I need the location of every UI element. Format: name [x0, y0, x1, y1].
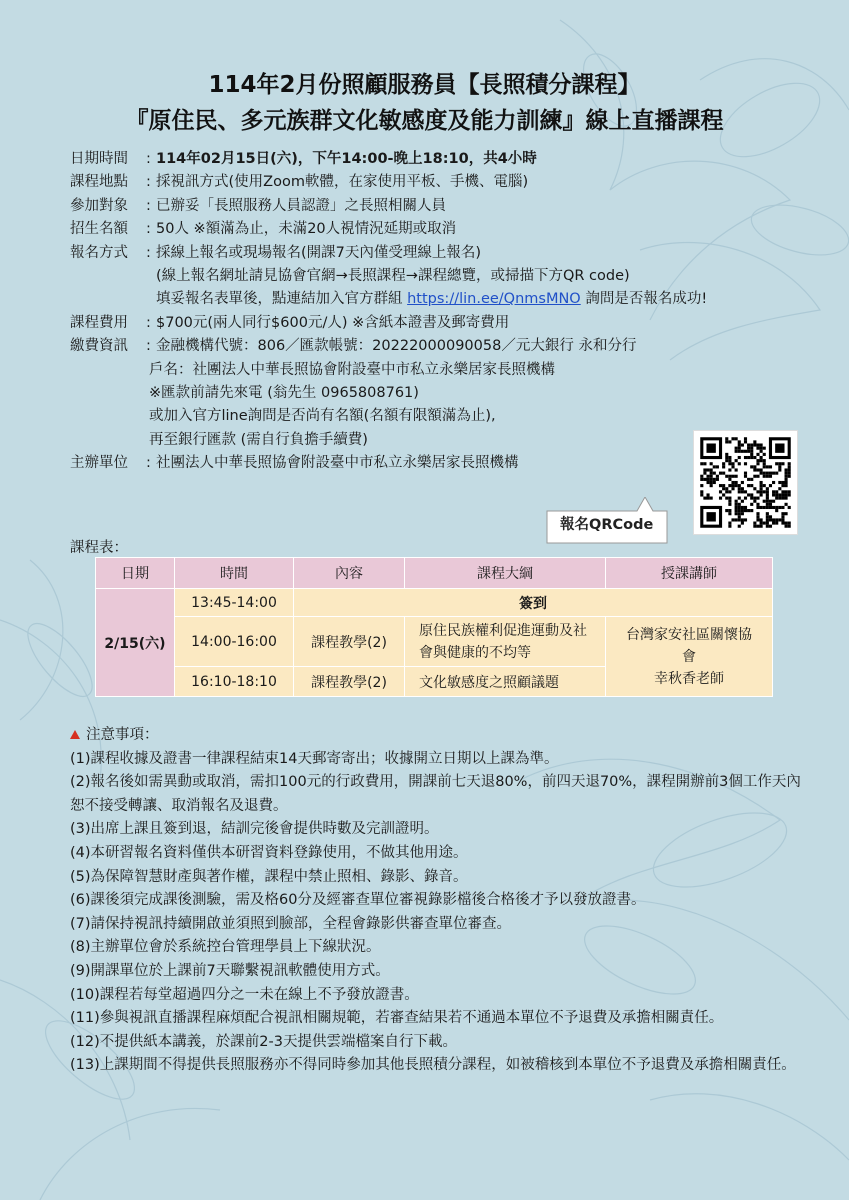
line-group-link[interactable]: https://lin.ee/QnmsMNO: [407, 291, 581, 308]
info-signup: 報名方式 : 採線上報名或現場報名(開課7天內僅受理線上報名): [70, 244, 482, 261]
header-time: 時間: [175, 558, 294, 589]
page-title: 114年2月份照顧服務員【長照積分課程】: [208, 72, 641, 98]
qr-code-icon[interactable]: [693, 430, 798, 535]
note-item: (7)請保持視訊持續開啟並須照到臉部，全程會錄影供審查單位審查。: [70, 915, 512, 932]
info-fee: 課程費用 : $700元(兩人同行$600元/人) ※含紙本證書及郵寄費用: [70, 314, 510, 331]
table-row: [96, 617, 773, 667]
payment-line4: 或加入官方line詢問是否尚有名額(名額有限額滿為止),: [149, 408, 496, 425]
cell-outline: 文化敏感度之照顧議題: [405, 667, 606, 697]
cell-time: 13:45-14:00: [175, 589, 294, 617]
cell-time: 16:10-18:10: [175, 667, 294, 697]
signup-line3: 填妥報名表單後，點連結加入官方群組 https://lin.ee/QnmsMNO 詢問是否報名成功!: [156, 291, 708, 308]
note-item: (12)不提供紙本講義，於課前2-3天提供雲端檔案自行下載。: [70, 1033, 457, 1050]
payment-line2: 戶名：社團法人中華長照協會附設臺中市私立永樂居家長照機構: [149, 361, 555, 378]
cell-checkin: 簽到: [294, 589, 773, 617]
info-audience: 參加對象 : 已辦妥「長照服務人員認證」之長照相關人員: [70, 197, 446, 214]
note-item: (9)開課單位於上課前7天聯繫視訊軟體使用方式。: [70, 962, 390, 979]
table-row: [96, 589, 773, 617]
info-date: 日期時間 : 114年02月15日(六)，下午14:00-晚上18:10，共4小時: [70, 151, 537, 167]
header-lecturer: 授課講師: [606, 558, 773, 589]
note-item: (4)本研習報名資料僅供本研習資料登錄使用，不做其他用途。: [70, 844, 468, 861]
course-info: [70, 148, 810, 475]
cell-outline: 原住民族權利促進運動及社會與健康的不均等: [405, 617, 606, 667]
signup-line2: (線上報名網址請見協會官網→長照課程→課程總覽，或掃描下方QR code): [156, 267, 630, 284]
header-outline: 課程大綱: [405, 558, 606, 589]
note-item: (10)課程若每堂超過四分之一未在線上不予發放證書。: [70, 986, 419, 1003]
qr-label: 報名QRCode: [560, 517, 654, 533]
header-content: 內容: [294, 558, 405, 589]
date-value: 114年02月15日(六)，下午14:00-晚上18:10，共4小時: [156, 151, 537, 167]
info-organizer: 主辦單位 : 社團法人中華長照協會附設臺中市私立永樂居家長照機構: [70, 455, 519, 472]
note-item: (2)報名後如需異動或取消，需扣100元的行政費用，開課前七天退80%，前四天退70%，課程開辦前3個工作天內恕不接受轉讓、取消報名及退費。: [70, 774, 801, 814]
cell-lecturer: 台灣家安社區關懷協會 幸秋香老師: [606, 617, 773, 697]
cell-time: 14:00-16:00: [175, 617, 294, 667]
payment-line3: ※匯款前請先來電 (翁先生 0965808761): [149, 384, 419, 401]
note-item: (6)課後須完成課後測驗，需及格60分及經審查單位審視錄影檔後合格後才予以發放證書。: [70, 892, 646, 909]
note-item: (8)主辦單位會於系統控台管理學員上下線狀況。: [70, 939, 381, 956]
note-item: (11)參與視訊直播課程麻煩配合視訊相關規範，若審查結果若不通過本單位不予退費及承擔相關責任。: [70, 1010, 724, 1027]
info-payment: 繳費資訊 : 金融機構代號：806／匯款帳號：20222000090058／元大銀行 永和分行: [70, 338, 637, 355]
notes-section: [70, 724, 810, 1078]
cell-content: 課程教學(2): [294, 617, 405, 667]
header-date: 日期: [96, 558, 175, 589]
note-item: (3)出席上課且簽到退，結訓完後會提供時數及完訓證明。: [70, 821, 439, 838]
cell-content: 課程教學(2): [294, 667, 405, 697]
info-quota: 招生名額 : 50人 ※額滿為止，未滿20人視情況延期或取消: [70, 221, 457, 238]
note-item: (1)課程收據及證書一律課程結束14天郵寄寄出；收據開立日期以上課為準。: [70, 750, 559, 767]
warning-triangle-icon: [70, 730, 80, 739]
note-item: (5)為保障智慧財產與著作權，課程中禁止照相、錄影、錄音。: [70, 868, 468, 885]
cell-date: 2/15(六): [96, 589, 175, 697]
note-item: (13)上課期間不得提供長照服務亦不得同時參加其他長照積分課程，如被稽核到本單位不予退費及承擔相關責任。: [70, 1057, 796, 1074]
info-location: 課程地點 : 採視訊方式(使用Zoom軟體，在家使用平板、手機、電腦): [70, 174, 529, 191]
page-subtitle: 『原住民、多元族群文化敏感度及能力訓練』線上直播課程: [125, 108, 724, 134]
schedule-table: [95, 557, 773, 697]
schedule-label: 課程表：: [70, 540, 128, 556]
notes-heading: 注意事項：: [70, 724, 810, 748]
payment-line5: 再至銀行匯款 (需自行負擔手續費): [149, 431, 368, 448]
